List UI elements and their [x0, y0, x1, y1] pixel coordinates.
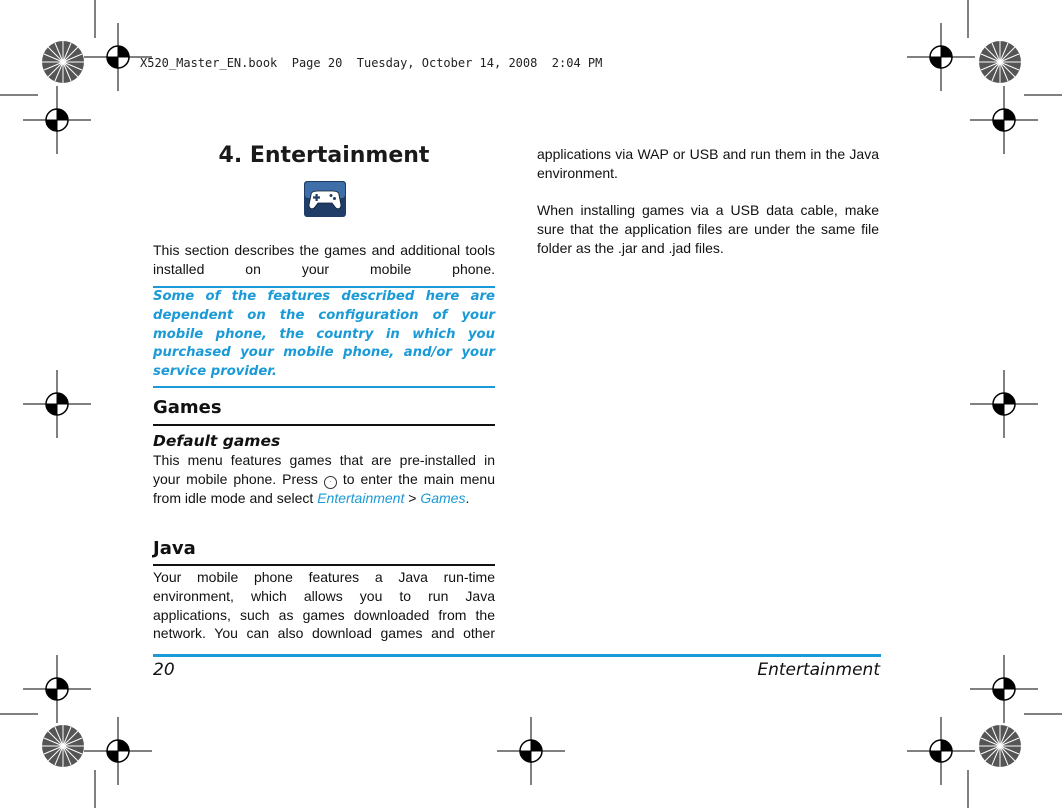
- registration-mark: [907, 23, 975, 91]
- note-bottom-rule: [153, 386, 495, 388]
- registration-mark: [907, 717, 975, 785]
- chapter-intro: This section describes the games and additional tools installed on your mobile phone.: [153, 242, 495, 277]
- java-paragraph-2: When installing games via a USB data cable, make sure that the application files are under the same file folder as the .jar and .jad files.: [537, 202, 879, 256]
- games-text-middle: to enter the main menu from idle mode and select: [153, 470, 496, 506]
- footer-rule: [153, 654, 881, 657]
- registration-mark: [970, 655, 1038, 723]
- games-text-end: .: [465, 489, 470, 506]
- page-number: 20: [153, 660, 175, 680]
- chapter-title: 4. Entertainment: [218, 143, 430, 168]
- star-target: [42, 725, 84, 767]
- registration-mark: [970, 86, 1038, 154]
- java-heading: Java: [153, 538, 196, 559]
- registration-mark: [970, 370, 1038, 438]
- registration-mark: [23, 370, 91, 438]
- star-target: [42, 41, 84, 83]
- menu-separator: >: [408, 489, 417, 506]
- java-heading-rule: [153, 564, 495, 566]
- games-text-before: This menu features games that are pre-installed in your mobile phone. Press: [153, 452, 495, 487]
- default-games-subheading: Default games: [153, 432, 281, 450]
- games-heading: Games: [153, 397, 222, 418]
- registration-mark: [23, 655, 91, 723]
- games-heading-rule: [153, 424, 495, 426]
- menu-path-entertainment: Entertainment: [317, 489, 405, 506]
- star-target: [979, 725, 1021, 767]
- java-paragraph-1-continued: applications via WAP or USB and run them in the Java environment.: [537, 146, 879, 181]
- gamepad-icon: [304, 181, 346, 217]
- star-target: [979, 41, 1021, 83]
- print-header-stamp: X520_Master_EN.book Page 20 Tuesday, October 14, 2008 2:04 PM: [140, 56, 603, 70]
- ok-key-icon: ·: [324, 476, 337, 489]
- default-games-paragraph: [153, 451, 495, 508]
- footer-section-name: Entertainment: [757, 660, 880, 680]
- registration-mark: [84, 717, 152, 785]
- registration-mark: [497, 717, 565, 785]
- java-paragraph-1: Your mobile phone features a Java run-time environment, which allows you to run Java applications, such as games downloaded from the network. You can also download games and other: [153, 569, 495, 642]
- registration-mark: [23, 86, 91, 154]
- menu-path-games: Games: [420, 489, 466, 506]
- configuration-note: Some of the features described here are dependent on the configuration of your mobile phone, the country in which you purchased your mobile phone, and/or your service provider.: [153, 289, 495, 380]
